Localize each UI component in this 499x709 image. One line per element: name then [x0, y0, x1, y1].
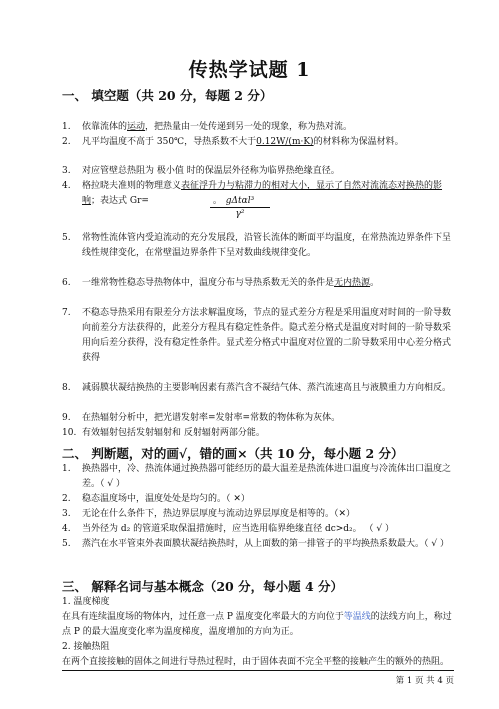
concept-2-body: 在两个直接接触的固体之间进行导热过程时，由于固体表面不完全平整的接触产生的额外的热阻。 — [62, 657, 450, 667]
underlined-answer: 运动 — [127, 122, 146, 132]
underlined-answer: 0.12W/(m·K) — [256, 137, 314, 147]
item-text: 蒸汽在水平管束外表面膜状凝结换热时，从上面数的第一排管子的平均换热系数最大。（ √ ） — [82, 539, 449, 549]
item-number: 9. — [62, 413, 71, 423]
underlined-answer: 表征浮升力与粘滞力的相对大小，显示了自然对流流态对换热的影响 — [82, 181, 443, 206]
item-number: 4. — [62, 524, 71, 534]
fill-item-2 — [62, 135, 454, 150]
item-number: 8. — [62, 383, 71, 393]
concept-1-body — [62, 610, 454, 640]
blue-term: 等温线 — [343, 612, 371, 622]
item-text: 当外径为 d₂ 的管道采取保温措施时，应当选用临界绝缘直径 dc>d₂。 （ √ ） — [82, 524, 394, 534]
item-number: 10. — [62, 428, 77, 438]
section-heading-fill: 一、 填空题（共 20 分，每题 2 分） — [62, 88, 273, 103]
item-number: 3. — [62, 166, 71, 176]
judge-item-3 — [62, 507, 454, 522]
item-number: 7. — [62, 308, 71, 318]
item-text: 减弱膜状凝结换热的主要影响因素有蒸汽含不凝结气体、蒸汽流速高且与液膜重力方向相反。 — [82, 383, 452, 393]
item-number: 6. — [62, 278, 71, 288]
item-text: 格拉晓夫准则的物理意义 — [82, 181, 182, 191]
fill-item-9 — [62, 411, 454, 426]
section-heading-judge: 二、 判断题，对的画√，错的画×（共 10 分，每小题 2 分） — [62, 446, 404, 461]
paragraph-text: 在具有连续温度场的物体内，过任意一点 P 温度变化率最大的方向位于 — [62, 612, 344, 622]
judge-item-1 — [62, 462, 454, 492]
fill-item-5 — [62, 231, 454, 261]
item-text: 对应管壁总热阻为 极小值 时的保温层外径称为临界热绝缘直径。 — [82, 166, 340, 176]
item-number: 2. — [62, 494, 71, 504]
fill-item-8 — [62, 381, 454, 396]
item-text: 。 — [370, 278, 380, 288]
page-footer: 第 1 页 共 4 页 — [395, 676, 454, 686]
concept-1-title: 1. 温度梯度 — [62, 597, 110, 607]
item-text: 。 — [212, 196, 222, 206]
fill-item-3 — [62, 164, 454, 179]
item-number: 1. — [62, 464, 71, 474]
underlined-answer: 无内热源 — [334, 278, 371, 288]
footer-divider — [62, 670, 454, 671]
judge-item-5 — [62, 537, 454, 552]
item-text: 一维常物性稳态导热物体中，温度分布与导热系数无关的条件是 — [82, 278, 335, 288]
grashof-formula — [210, 196, 270, 219]
item-text: ，把热量由一处传递到另一处的现象，称为热对流。 — [145, 122, 353, 132]
item-text: 常物性流体管内受迫流动的充分发展段，沿管长流体的断面平均温度，在常热流边界条件下呈线性规律变化，在常壁温边界条件下呈对数曲线规律变化。 — [82, 233, 452, 258]
fill-item-1 — [62, 120, 454, 135]
item-text: 无论在什么条件下，热边界层厚度与流动边界层厚度是相等的。（✕） — [82, 509, 356, 519]
judge-item-4 — [62, 522, 454, 537]
item-text: 不稳态导热采用有限差分方法求解温度场，节点的显式差分方程是采用温度对时间的一阶导数向前差分方法获得的，此差分方程具有稳定性条件。隐式差分格式是温度对时间的一阶导数采用向后差分获得，没有稳定性条件。显式差分格式中温度对位置的二阶导数采用中心差分格式获得 — [82, 308, 452, 363]
item-number: 5. — [62, 233, 71, 243]
section-heading-concepts: 三、 解释名词与基本概念（20 分，每小题 4 分） — [62, 579, 344, 594]
paragraph-text: 的法线方向上，称过点 P 的最大温度变化率为温度梯度，温度增加的方向为正。 — [62, 612, 452, 637]
item-number: 3. — [62, 509, 71, 519]
fill-item-6 — [62, 276, 454, 291]
judge-item-2 — [62, 492, 454, 507]
item-text: 换热器中，冷、热流体通过换热器可能经历的最大温差是热流体进口温度与冷流体出口温度之差。（ √ ） — [82, 464, 452, 489]
item-number: 5. — [62, 539, 71, 549]
concept-2-title: 2. 接触热阻 — [62, 642, 110, 652]
item-text: 有效辐射包括发射辐射和 反射辐射两部分能。 — [82, 428, 265, 438]
fill-item-7 — [62, 306, 454, 366]
page-title: 传热学试题 1 — [188, 59, 311, 81]
item-text: 依靠流体的 — [82, 122, 128, 132]
formula-denominator: γ² — [235, 209, 245, 219]
formula-numerator: gΔtαl³ — [225, 196, 255, 206]
item-number: 4. — [62, 181, 71, 191]
item-text: 凡平均温度不高于 350℃，导热系数不大于 — [82, 137, 257, 147]
fill-item-10 — [62, 426, 454, 441]
item-text: 稳态温度场中，温度处处是均匀的。（ ✕） — [82, 494, 250, 504]
item-text: 在热辐射分析中，把光谱发射率=发射率=常数的物体称为灰体。 — [82, 413, 341, 423]
item-number: 2. — [62, 137, 71, 147]
item-number: 1. — [62, 122, 71, 132]
fraction-line — [210, 207, 270, 208]
item-text: 的材料称为保温材料。 — [313, 137, 404, 147]
item-text: ；表达式 Gr= — [91, 196, 149, 206]
